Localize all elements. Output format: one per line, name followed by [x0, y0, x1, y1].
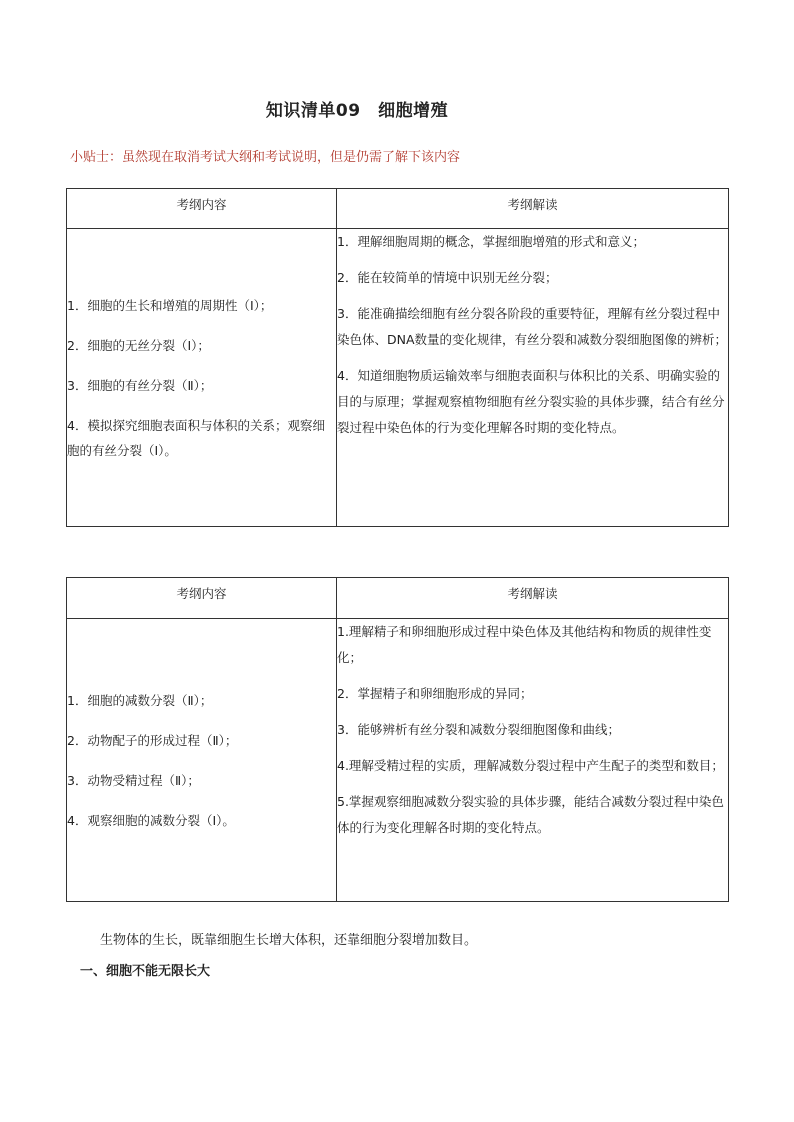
list-item: 1．细胞的生长和增殖的周期性（Ⅰ）； — [67, 297, 273, 313]
list-item: 1．理解细胞周期的概念，掌握细胞增殖的形式和意义； — [337, 234, 645, 249]
tip-note: 小贴士：虽然现在取消考试大纲和考试说明，但是仍需了解下该内容 — [70, 150, 461, 165]
table-body-row — [67, 619, 729, 902]
interpretation-cell — [337, 229, 729, 527]
section-heading: 一、细胞不能无限长大 — [80, 964, 211, 979]
list-item: 3．细胞的有丝分裂（Ⅱ）； — [67, 377, 213, 393]
header-interpretation: 考纲解读 — [337, 189, 729, 229]
header-interpretation: 考纲解读 — [337, 578, 729, 619]
list-item: 4．模拟探究细胞表面积与体积的关系；观察细胞的有丝分裂（Ⅰ）。 — [67, 417, 325, 458]
list-item: 2．能在较简单的情境中识别无丝分裂； — [337, 270, 558, 285]
syllabus-table-2 — [66, 577, 729, 902]
list-item: 3．能够辨析有丝分裂和减数分裂细胞图像和曲线； — [337, 722, 620, 737]
list-item: 4.理解受精过程的实质，理解减数分裂过程中产生配子的类型和数目； — [337, 758, 724, 773]
table-body-row — [67, 229, 729, 527]
list-item: 2．细胞的无丝分裂（Ⅰ）； — [67, 337, 210, 353]
list-item: 1.理解精子和卵细胞形成过程中染色体及其他结构和物质的规律性变化； — [337, 624, 712, 665]
table-header-row — [67, 578, 729, 619]
list-item: 4．知道细胞物质运输效率与细胞表面积与体积比的关系、明确实验的目的与原理；掌握观察植物细胞有丝分裂实验的具体步骤，结合有丝分裂过程中染色体的行为变化理解各时期的变化特点。 — [337, 368, 725, 435]
list-item: 2．掌握精子和卵细胞形成的异同； — [337, 686, 533, 701]
list-item: 1．细胞的减数分裂（Ⅱ）； — [67, 692, 213, 708]
content-cell — [67, 619, 337, 902]
list-item: 3．动物受精过程（Ⅱ）； — [67, 772, 200, 788]
list-item: 2．动物配子的形成过程（Ⅱ）； — [67, 732, 238, 748]
list-item: 3．能准确描绘细胞有丝分裂各阶段的重要特征，理解有丝分裂过程中染色体、DNA数量的变化规律，有丝分裂和减数分裂细胞图像的辨析； — [337, 306, 728, 347]
header-content: 考纲内容 — [67, 189, 337, 229]
content-cell — [67, 229, 337, 527]
list-item: 5.掌握观察细胞减数分裂实验的具体步骤，能结合减数分裂过程中染色体的行为变化理解各时期的变化特点。 — [337, 794, 724, 835]
interpretation-cell — [337, 619, 729, 902]
table-header-row — [67, 189, 729, 229]
header-content: 考纲内容 — [67, 578, 337, 619]
body-paragraph: 生物体的生长，既靠细胞生长增大体积，还靠细胞分裂增加数目。 — [100, 933, 478, 948]
list-item: 4．观察细胞的减数分裂（Ⅰ）。 — [67, 812, 235, 828]
syllabus-table-1 — [66, 188, 729, 527]
page-title: 知识清单09 细胞增殖 — [265, 101, 449, 121]
